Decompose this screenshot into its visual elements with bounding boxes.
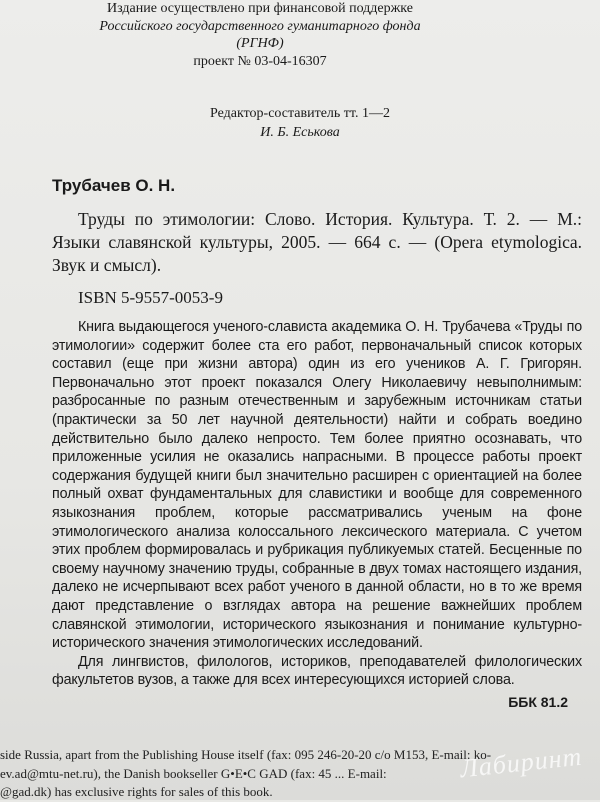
funding-note <box>0 0 520 70</box>
book-author: Трубачев О. Н. <box>52 176 176 195</box>
watermark-logo: Лабиринт <box>458 741 584 784</box>
footer-line: side Russia, apart from the Publishing House itself (fax: 095 246-20-20 c/o M153, E-mail: ko- <box>0 747 492 762</box>
footer-line: @gad.dk) has exclusive rights for sales of this book. <box>0 784 273 799</box>
bibliographic-description <box>52 208 582 277</box>
bbk-code: ББК 81.2 <box>508 694 568 710</box>
funding-line: (РГНФ) <box>236 36 284 51</box>
funding-line: Российского государственного гуманитарного фонда <box>99 18 421 34</box>
editor-role: Редактор-составитель тт. 1—2 <box>210 106 390 121</box>
editor-name: И. Б. Еськова <box>260 125 340 140</box>
funding-line: Издание осуществлено при финансовой поддержке <box>107 1 413 16</box>
annotation <box>52 318 582 690</box>
isbn: ISBN 5-9557-0053-9 <box>78 288 223 307</box>
annotation-paragraph: Книга выдающегося ученого-слависта академика О. Н. Трубачева «Труды по этимологии» содержит более ста его работ, первоначальный список которых составил (еще при жизни автора) один из его учеников А. Г. Григорян. Первоначально этот проект показался Олегу Николаевичу невыполнимым: разбросанные по разным отечественным и зарубежным источникам статьи (практически за 50 лет научной деятельности) найти и собрать воедино действительно было далеко непросто. Тем более приятно осознавать, что приложенные усилия не оказались напрасными. В процессе работы проект содержания будущей книги был значительно расширен с ориентацией на более полный охват фундаментальных для славистики и вообще для современного языкознания проблем, которые рассматривались ученым на фоне этимологического анализа колоссального лексического материала. С учетом этих проблем формировалась и рубрикация публикуемых статей. Бесценные по своему научному значению труды, собранные в двух томах настоящего издания, далеко не исчерпывают всех работ ученого в данной области, но в то же время дают представление о взглядах автора на решение важнейших проблем славянской этимологии, исторического языкознания и понимание культурно-исторического значения этимологических исследований. <box>52 319 582 652</box>
annotation-audience: Для лингвистов, филологов, историков, преподавателей филологических факультетов вузов, а также для всех интересующихся историей слова. <box>52 653 582 689</box>
footer-line: ev.ad@mtu-net.ru), the Danish bookseller G•E•C GAD (fax: 45 ... E-mail: <box>0 765 387 781</box>
funding-project-number: проект № 03-04-16307 <box>193 53 327 69</box>
editor-credit <box>170 104 430 142</box>
book-title: Труды по этимологии: Слово. История. Культура. Т. 2. — М.: Языки славянской культуры, 2005. — 664 с. — (Opera etymologica. Звук и смысл). <box>52 209 582 275</box>
